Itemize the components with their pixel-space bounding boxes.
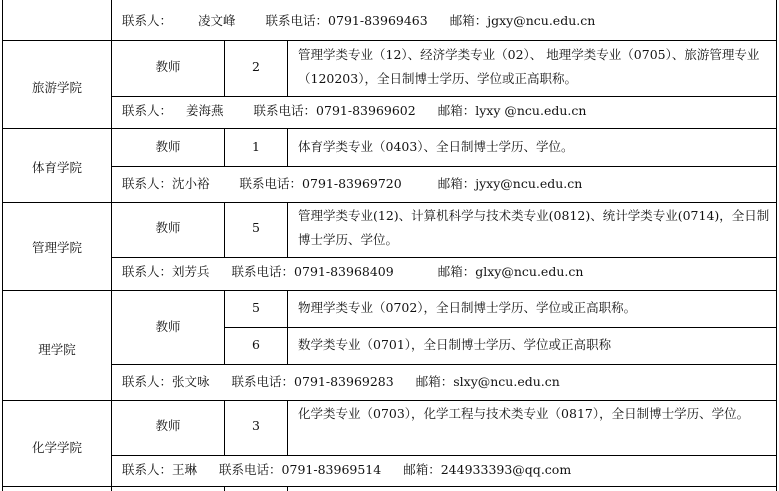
contact-line xyxy=(122,372,560,392)
contact-email-label: 邮箱： xyxy=(437,103,476,118)
college-name: 体育学院 xyxy=(31,160,82,175)
row-separator xyxy=(2,202,777,203)
position-requirement: 管理学类专业(12)、计算机科学与技术类专业(0812)、统计学类专业(0714)，全日制博士学历、学位。 xyxy=(298,208,770,247)
position-count: 5 xyxy=(252,300,260,315)
college-name: 理学院 xyxy=(38,342,76,357)
contact-name-label: 联系人： xyxy=(122,176,173,191)
contact-name: 张文咏 xyxy=(172,374,210,389)
contact-phone: 0791-83969463 xyxy=(328,13,428,28)
row-separator xyxy=(2,290,777,291)
contact-name-label: 联系人： xyxy=(122,374,173,389)
position-title: 教师 xyxy=(155,59,181,74)
contact-phone-label: 联系电话： xyxy=(231,374,295,389)
contact-name: 刘芳兵 xyxy=(172,264,210,279)
position-requirement: 化学类专业（0703），化学工程与技术类专业（0817），全日制博士学历、学位。 xyxy=(298,406,750,421)
college-name: 旅游学院 xyxy=(31,80,82,95)
position-title: 教师 xyxy=(155,418,181,433)
contact-line xyxy=(122,262,583,282)
contact-name-label: 联系人： xyxy=(122,103,173,118)
position-count: 1 xyxy=(252,139,260,154)
contact-email-label: 邮箱： xyxy=(449,13,488,28)
position-count: 6 xyxy=(252,337,260,352)
contact-separator xyxy=(111,166,777,167)
contact-phone: 0791-83968409 xyxy=(294,264,394,279)
contact-phone-label: 联系电话： xyxy=(239,176,303,191)
contact-phone: 0791-83969514 xyxy=(281,462,382,477)
contact-email-label: 邮箱： xyxy=(415,374,454,389)
contact-separator xyxy=(111,455,777,456)
position-count: 2 xyxy=(252,59,260,74)
contact-phone: 0791-83969602 xyxy=(316,103,416,118)
contact-email: jyxy@ncu.edu.cn xyxy=(475,176,583,191)
college-name: 管理学院 xyxy=(31,240,82,255)
position-requirement: 管理学类专业（12）、经济学类专业（02）、 地理学类专业（0705）、旅游管理专业（120203），全日制博士学历、学位或正高职称。 xyxy=(298,47,760,86)
contact-phone-label: 联系电话： xyxy=(219,462,282,477)
contact-name: 王琳 xyxy=(172,462,198,477)
contact-email: jgxy@ncu.edu.cn xyxy=(487,13,596,28)
contact-name: 沈小裕 xyxy=(172,176,210,191)
contact-email-label: 邮箱： xyxy=(437,264,476,279)
contact-phone: 0791-83969720 xyxy=(302,176,402,191)
row-separator xyxy=(2,486,777,487)
contact-email-label: 邮箱： xyxy=(437,176,476,191)
contact-phone-label: 联系电话： xyxy=(265,13,329,28)
count-req-divider xyxy=(287,128,288,166)
position-count: 3 xyxy=(252,418,260,433)
count-req-divider xyxy=(287,400,288,455)
count-req-divider xyxy=(287,202,288,257)
contact-email: lyxy @ncu.edu.cn xyxy=(475,103,587,118)
row-separator xyxy=(2,128,777,129)
contact-phone-label: 联系电话： xyxy=(253,103,317,118)
contact-name-label: 联系人： xyxy=(122,462,173,477)
position-requirement: 体育学类专业（0403）、全日制博士学历、学位。 xyxy=(298,139,574,154)
position-title: 教师 xyxy=(155,220,181,235)
contact-line xyxy=(122,174,582,194)
contact-line xyxy=(122,460,571,480)
college-name: 化学学院 xyxy=(31,440,82,455)
contact-phone: 0791-83969283 xyxy=(294,374,394,389)
contact-separator xyxy=(111,96,777,97)
position-requirement: 数学类专业（0701），全日制博士学历、学位或正高职称 xyxy=(298,337,612,352)
contact-line xyxy=(122,101,586,121)
contact-email: slxy@ncu.edu.cn xyxy=(453,374,560,389)
position-count: 5 xyxy=(252,220,260,235)
contact-name-label: 联系人： xyxy=(122,13,173,28)
row-separator xyxy=(2,400,777,401)
contact-email-label: 邮箱： xyxy=(403,462,441,477)
table-border-right xyxy=(776,0,777,491)
position-title: 教师 xyxy=(155,139,181,154)
position-title: 教师 xyxy=(155,319,181,334)
contact-line xyxy=(122,11,595,31)
position-separator xyxy=(224,327,777,328)
count-req-divider xyxy=(287,40,288,96)
contact-phone-label: 联系电话： xyxy=(231,264,295,279)
contact-separator xyxy=(111,257,777,258)
contact-email: 244933393@qq.com xyxy=(440,462,572,477)
contact-name: 姜海燕 xyxy=(186,103,224,118)
position-requirement: 物理学类专业（0702），全日制博士学历、学位或正高职称。 xyxy=(298,300,637,315)
contact-email: glxy@ncu.edu.cn xyxy=(475,264,584,279)
contact-name-label: 联系人： xyxy=(122,264,173,279)
row-separator xyxy=(2,40,777,41)
contact-name: 凌文峰 xyxy=(198,13,236,28)
contact-separator xyxy=(111,364,777,365)
